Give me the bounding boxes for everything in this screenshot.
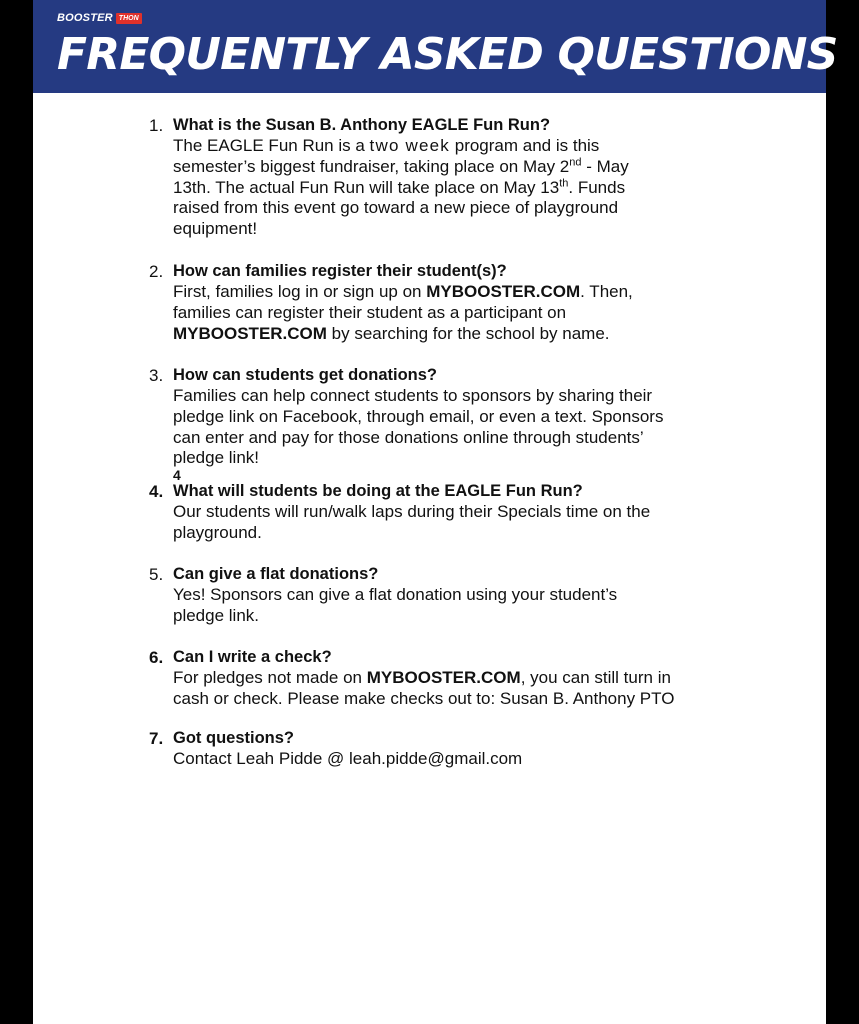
answer-line: 13th. The actual Fun Run will take place on May 13th. Funds <box>173 176 626 197</box>
answer-line: Our students will run/walk laps during their Specials time on the <box>173 502 651 521</box>
answer-line: First, families log in or sign up on MYBOOSTER.COM. Then, <box>173 282 633 301</box>
answer-line: pledge link on Facebook, through email, or even a text. Sponsors <box>173 406 664 426</box>
faq-question: What is the Susan B. Anthony EAGLE Fun Run? <box>173 116 551 134</box>
faq-list <box>33 0 826 1024</box>
faq-question: How can students get donations? <box>173 366 438 384</box>
answer-line: MYBOOSTER.COM by searching for the school by name. <box>173 323 610 343</box>
logo-text: BOOSTER <box>57 12 113 24</box>
site-name: MYBOOSTER.COM <box>173 323 327 343</box>
answer-line: can enter and pay for those donations online through students’ <box>173 427 644 447</box>
answer-line: Contact Leah Pidde @ leah.pidde@gmail.com <box>173 749 523 768</box>
site-name: MYBOOSTER.COM <box>426 282 581 301</box>
faq-answer <box>173 386 733 469</box>
answer-line: pledge link. <box>173 605 260 625</box>
site-name: MYBOOSTER.COM <box>366 668 521 687</box>
answer-line: For pledges not made on MYBOOSTER.COM, you can still turn in <box>173 668 671 687</box>
faq-number: 1. <box>149 116 164 135</box>
stray-number-mark: 4 <box>173 467 181 483</box>
ordinal-suffix: nd <box>569 156 582 169</box>
answer-line: The EAGLE Fun Run is a two week program and is this <box>173 136 600 155</box>
faq-question: Can I write a check? <box>173 648 332 666</box>
answer-line: playground. <box>173 522 262 542</box>
faq-answer <box>173 282 733 344</box>
faq-question: What will students be doing at the EAGLE Fun Run? <box>173 482 583 500</box>
faq-answer <box>173 668 733 710</box>
faq-number: 6. <box>149 648 164 667</box>
spaced-text: two week <box>369 136 451 155</box>
ordinal-suffix: th <box>559 176 569 189</box>
faq-number: 4. <box>149 482 164 501</box>
faq-answer <box>173 749 733 770</box>
faq-question: Got questions? <box>173 729 294 747</box>
answer-line: pledge link! <box>173 448 260 468</box>
faq-number: 3. <box>149 366 164 385</box>
answer-line: cash or check. Please make checks out to: Susan B. Anthony PTO <box>173 688 675 708</box>
answer-line: families can register their student as a participant on <box>173 302 567 322</box>
faq-number: 5. <box>149 565 164 584</box>
faq-question: How can families register their student(s)? <box>173 262 507 280</box>
logo-badge: THON <box>116 13 142 24</box>
faq-answer <box>173 502 733 544</box>
answer-line: equipment! <box>173 219 258 239</box>
answer-line: Families can help connect students to sponsors by sharing their <box>173 386 653 405</box>
faq-answer <box>173 136 733 240</box>
answer-line: Yes! Sponsors can give a flat donation using your student’s <box>173 585 618 604</box>
faq-answer <box>173 585 733 627</box>
faq-question: Can give a flat donations? <box>173 565 379 583</box>
faq-number: 7. <box>149 729 164 748</box>
answer-line: raised from this event go toward a new piece of playground <box>173 198 619 218</box>
faq-number: 2. <box>149 262 164 281</box>
flyer-page <box>33 0 838 1024</box>
answer-line: semester’s biggest fundraiser, taking place on May 2nd - May <box>173 156 629 176</box>
page-title: FREQUENTLY ASKED QUESTIONS <box>57 29 838 80</box>
